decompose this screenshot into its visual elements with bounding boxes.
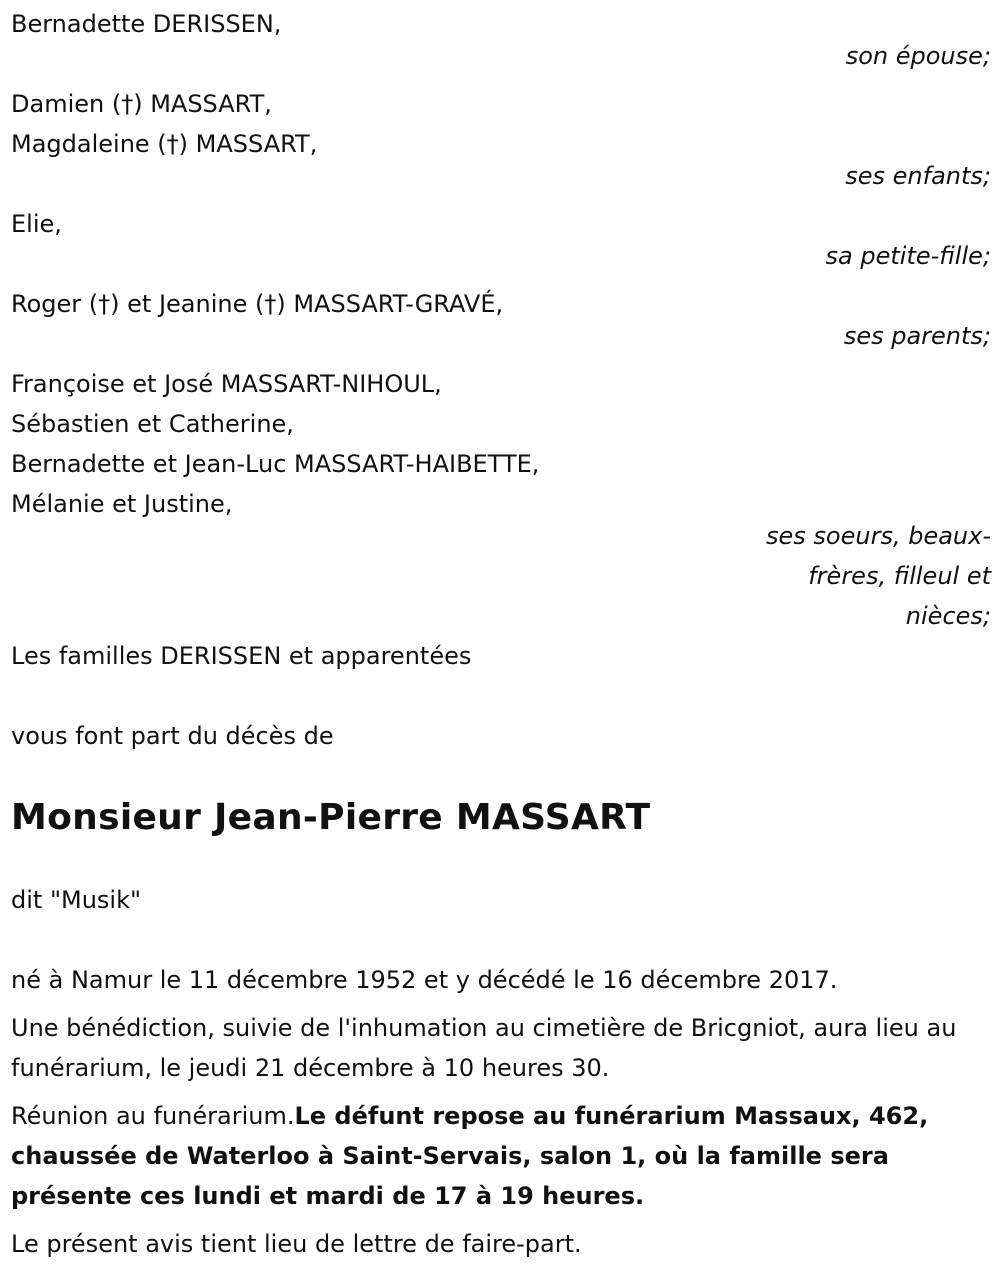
siblings-role-line: frères, filleul et [808,562,991,590]
birth-death-line: né à Namur le 11 décembre 1952 et y décédé le 16 décembre 2017. [11,966,838,994]
sibling-name: Françoise et José MASSART-NIHOUL, [11,370,442,398]
obituary-notice [11,4,991,1264]
closing-text: Le présent avis tient lieu de lettre de faire-part. [11,1230,582,1258]
parents-role: ses parents; [843,322,991,350]
siblings-role [751,516,991,636]
child-name: Damien (†) MASSART, [11,90,272,118]
granddaughter-role: sa petite-fille; [825,242,991,270]
granddaughter-name: Elie, [11,210,62,238]
families-line: Les familles DERISSEN et apparentées [11,642,472,670]
children-role: ses enfants; [845,162,991,190]
sibling-name: Sébastien et Catherine, [11,410,294,438]
viewing-paragraph [11,1096,986,1216]
viewing-text: Le défunt repose au funérarium Massaux, 462, chaussée de Waterloo à Saint-Servais, salon 1, où la famille sera présente ces lundi et mardi de 17 à 19 heures. [11,1102,929,1210]
child-name: Magdaleine (†) MASSART, [11,130,318,158]
spouse-name: Bernadette DERISSEN, [11,10,282,38]
sibling-name: Bernadette et Jean-Luc MASSART-HAIBETTE, [11,450,540,478]
announcement-intro: vous font part du décès de [11,722,334,750]
parents-name: Roger (†) et Jeanine (†) MASSART-GRAVÉ, [11,290,504,318]
sibling-name: Mélanie et Justine, [11,490,233,518]
siblings-role-line: nièces; [905,602,991,630]
deceased-name: Monsieur Jean-Pierre MASSART [11,797,651,838]
meeting-text: Réunion au funérarium. [11,1102,295,1130]
siblings-role-line: ses soeurs, beaux- [766,522,991,550]
spouse-role: son épouse; [845,42,991,70]
ceremony-text: Une bénédiction, suivie de l'inhumation au cimetière de Bricgniot, aura lieu au funérarium, le jeudi 21 décembre à 10 heures 30. [11,1014,957,1082]
nickname: dit "Musik" [11,886,142,914]
